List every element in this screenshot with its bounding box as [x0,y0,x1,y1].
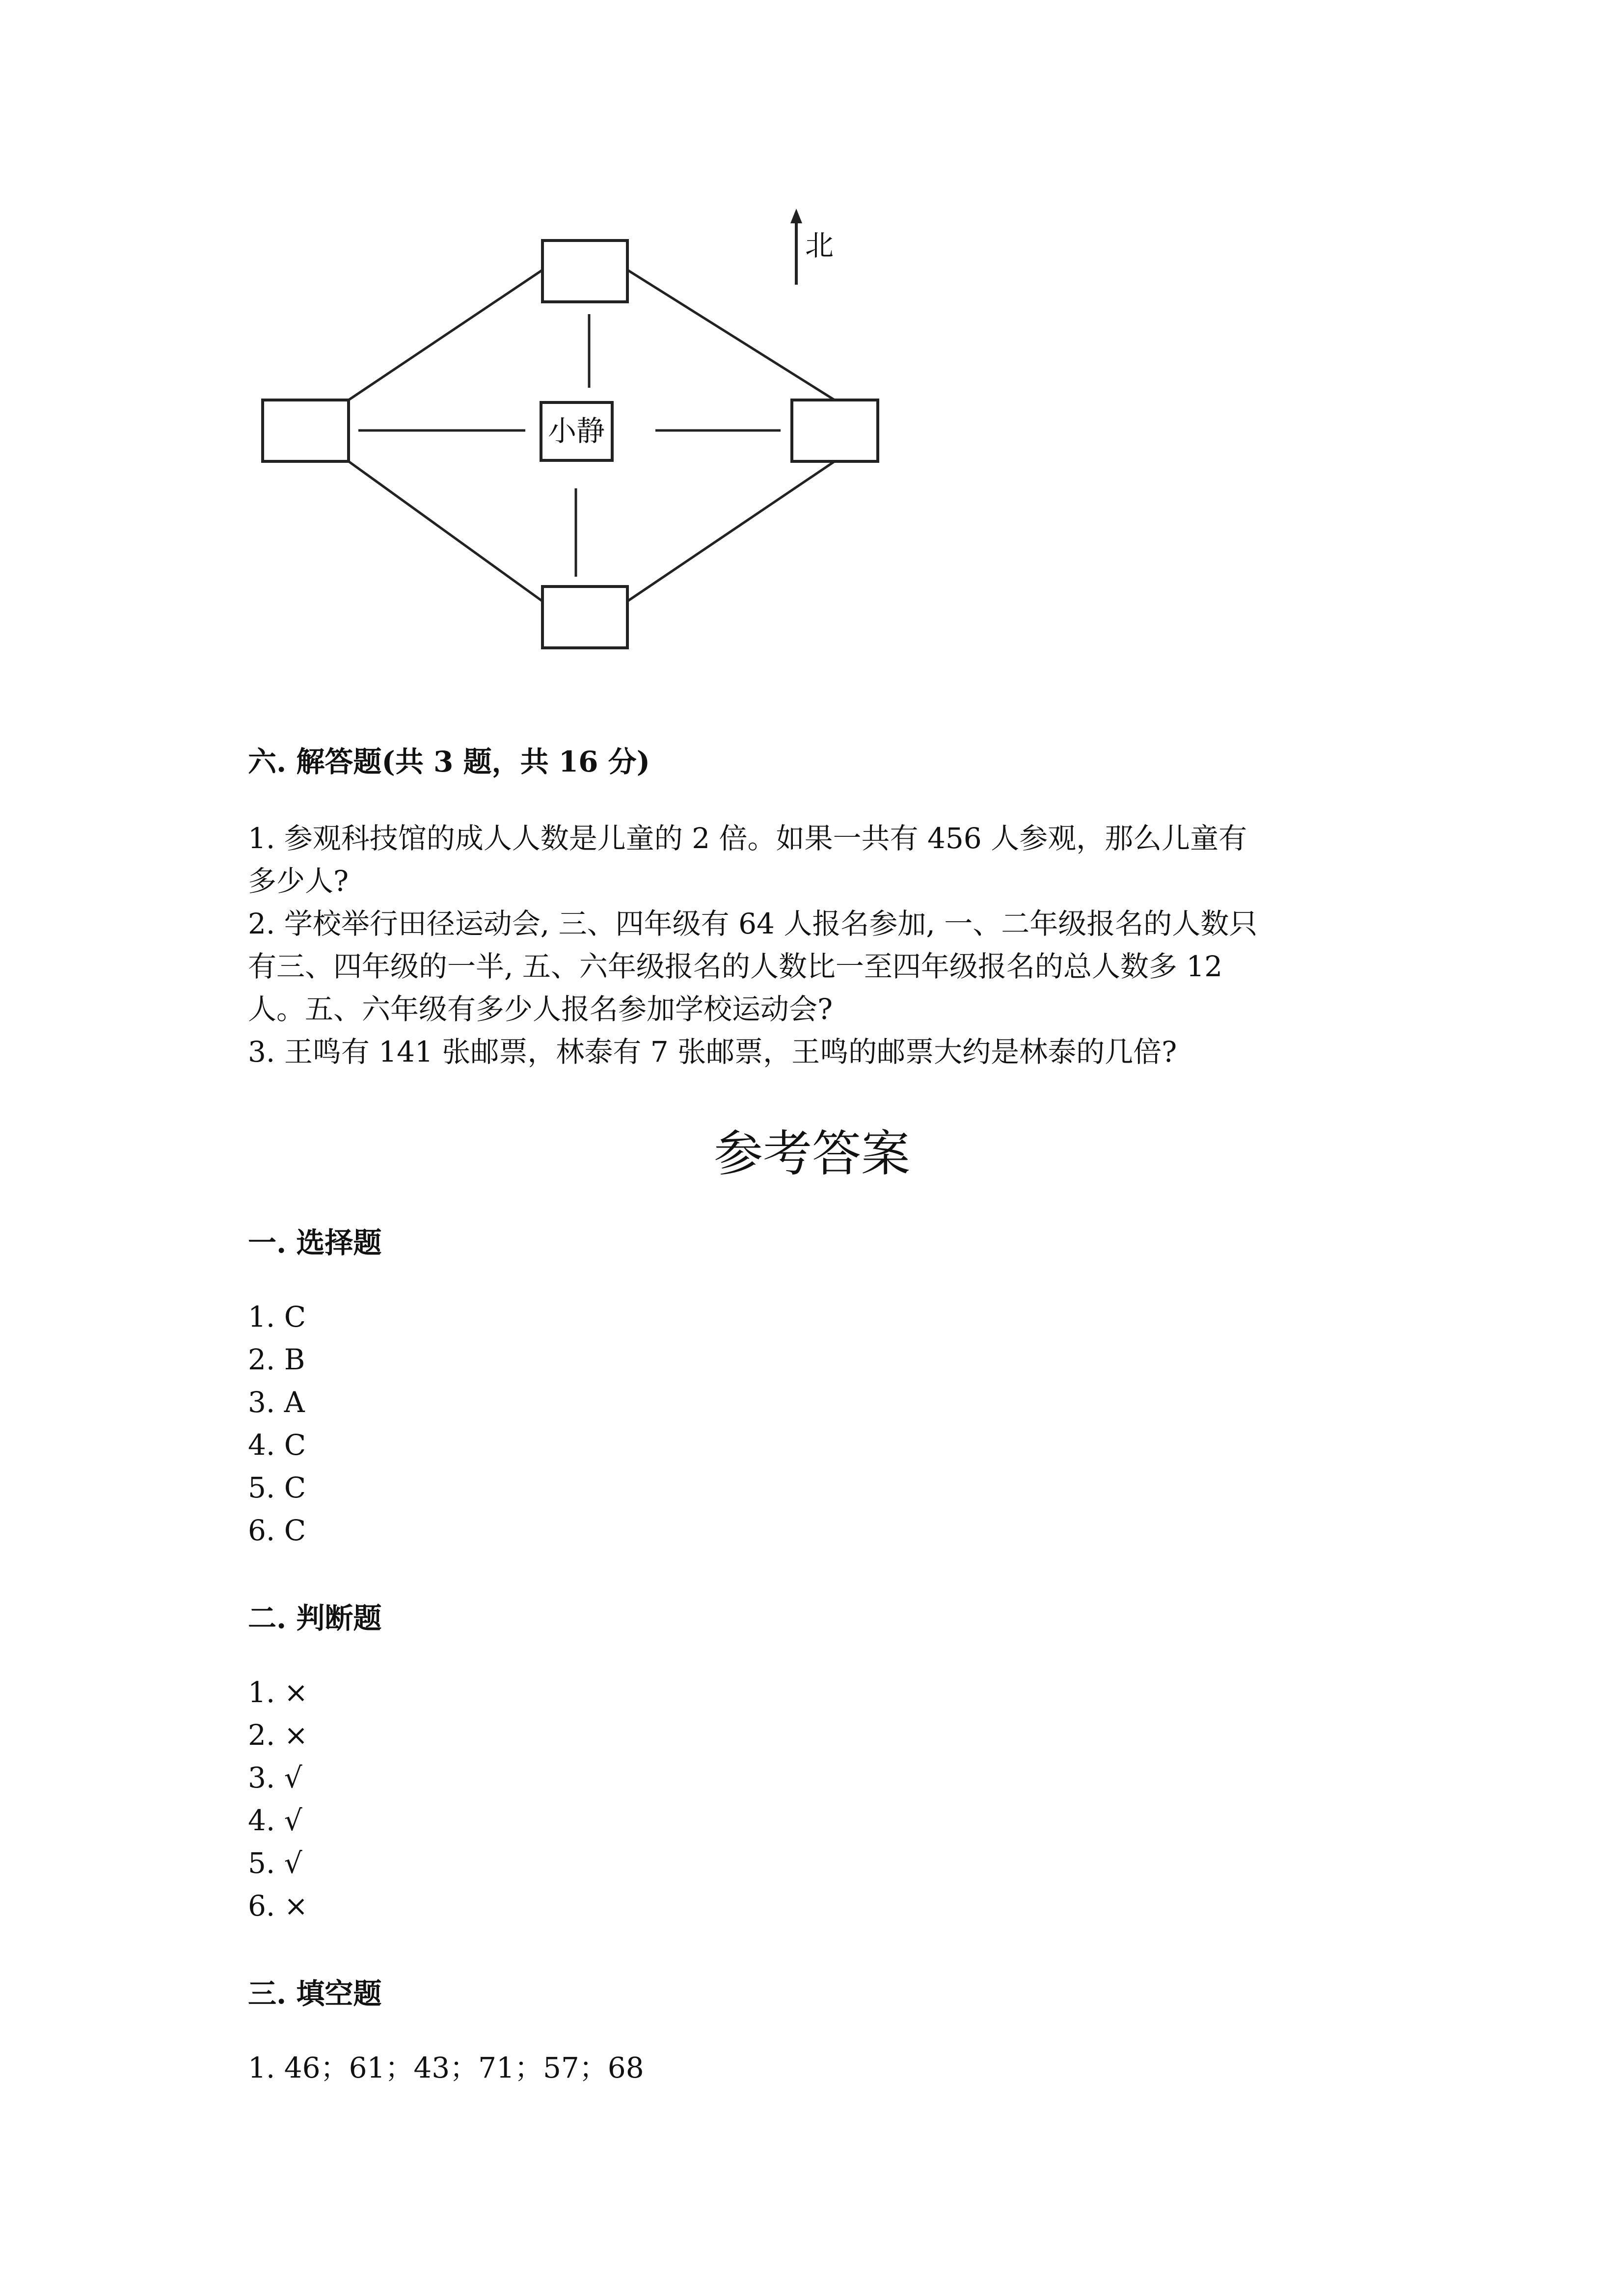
answer-item: 2. × [248,1718,308,1752]
question-line: 3. 王鸣有 141 张邮票，林泰有 7 张邮票，王鸣的邮票大约是林泰的几倍? [248,1035,1177,1068]
box-north [542,240,627,302]
answer-item: 1. × [248,1676,308,1709]
box-west [263,400,349,461]
answer-item: 6. × [248,1889,308,1922]
box-south [542,587,627,648]
question-line: 有三、四年级的一半, 五、六年级报名的人数比一至四年级报名的总人数多 12 [248,950,1223,983]
fill-heading: 三. 填空题 [248,1977,382,2010]
section6-questions [248,817,1257,1073]
answer-item: 1. C [248,1300,306,1334]
line-south-west [349,461,542,601]
fill-answers [248,2047,644,2089]
answer-item: 3. A [248,1386,305,1419]
answer-item: 5. C [248,1471,306,1504]
answer-item: 5. √ [248,1846,302,1880]
question-line: 1. 参观科技馆的成人人数是儿童的 2 倍。如果一共有 456 人参观，那么儿童有 [248,822,1247,855]
answer-item: 6. C [248,1514,306,1547]
question-line: 2. 学校举行田径运动会, 三、四年级有 64 人报名参加, 一、二年级报名的人数只 [248,907,1258,940]
answer-item: 3. √ [248,1761,302,1794]
answer-item: 4. C [248,1428,306,1462]
question-line: 人。五、六年级有多少人报名参加学校运动会? [248,992,833,1026]
answer-item: 2. B [248,1343,305,1376]
box-east [792,400,878,461]
north-arrow-icon [790,209,802,285]
question-line: 多少人? [248,864,349,898]
center-label: 小静 [547,414,605,448]
north-label: 北 [805,229,834,262]
line-north-west [349,270,542,400]
direction-diagram [0,0,1624,687]
line-north-east [627,270,835,400]
judge-heading: 二. 判断题 [248,1602,382,1635]
choice-answers [248,1296,306,1552]
answer-item: 4. √ [248,1804,302,1837]
answer-item: 1. 46；61；43；71；57；68 [248,2051,644,2084]
choice-heading: 一. 选择题 [248,1226,382,1259]
answers-title: 参考答案 [714,1125,910,1182]
section6-heading: 六. 解答题(共 3 题，共 16 分) [248,745,650,778]
judge-answers [248,1671,308,1927]
line-south-east [627,461,835,601]
